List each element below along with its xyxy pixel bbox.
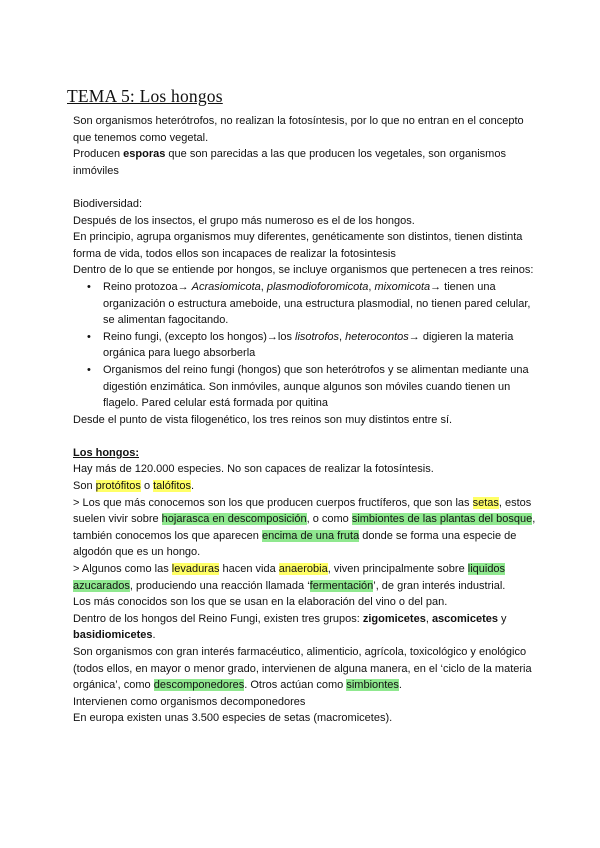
hongos-heading: Los hongos: — [73, 446, 139, 459]
bullet-icon: • — [87, 330, 91, 343]
highlight-simbiontes-plantas: simbiontes de las plantas del bosque — [351, 513, 533, 526]
highlight-simbiontes: simbiontes — [346, 679, 399, 692]
hongos-paragraph-6: Dentro de los hongos del Reino Fungi, existen tres grupos: zigomicetes, ascomicetes y basidiomicetes. — [73, 612, 507, 642]
bullet-icon: • — [87, 363, 91, 376]
hongos-paragraph-3: > Los que más conocemos son los que producen cuerpos fructíferos, que son las setas, estos suelen vivir sobre hojarasca en descomposición, o como simbiontes de las plantas del bosque, también conocemos los que aparecen encima de una fruta donde se forma una especie de algodón que es un hongo. — [73, 496, 536, 559]
intro-paragraph-1: Son organismos heterótrofos, no realizan la fotosíntesis, por lo que no entran en el concepto que tenemos como vegetal. — [73, 115, 524, 144]
biodiversity-paragraph-2: En principio, agrupa organismos muy diferentes, genéticamente son distintos, tienen distinta forma de vida, todos ellos son incapaces de realizar la fotosintesis — [73, 231, 523, 260]
highlight-protofitos: protófitos — [95, 480, 141, 493]
highlight-descomponedores: descomponedores — [153, 679, 245, 692]
document-body — [73, 113, 543, 727]
biodiversity-paragraph-1: Después de los insectos, el grupo más numeroso es el de los hongos. — [73, 214, 415, 227]
biodiversity-paragraph-4: Desde el punto de vista filogenético, los tres reinos son muy distintos entre sí. — [73, 413, 453, 426]
highlight-hojarasca: hojarasca en descomposición — [161, 513, 307, 526]
highlight-fermentacion: fermentación — [309, 579, 374, 592]
page-title: TEMA 5: Los hongos — [67, 86, 223, 106]
highlight-talofitos: talófitos — [153, 480, 192, 493]
highlight-liquidos-azucarados: liquidos azucarados — [73, 563, 506, 592]
list-item: • Reino protozoa→ Acrasiomicota, plasmodioforomicota, mixomicota→ tienen una organización o estructura ameboide, una estructura plasmodial, no tienen pared celular, se alimentan fagocitando. — [87, 280, 531, 327]
biodiversity-paragraph-3: Dentro de lo que se entiende por hongos, se incluye organismos que pertenecen a tres reinos: — [73, 264, 534, 277]
intro-paragraph-2: Producen esporas que son parecidas a las que producen los vegetales, son organismos inmóviles — [73, 148, 506, 177]
bullet-icon: • — [87, 280, 91, 293]
hongos-paragraph-7: Son organismos con gran interés farmacéutico, alimenticio, agrícola, toxicológico y enológico (todos ellos, en mayor o menor grado, intervienen de alguna manera, en el ‘ciclo de la materia orgánica’, como descomponedores. Otros actúan como simbiontes. — [73, 646, 532, 692]
highlight-levaduras: levaduras — [171, 563, 220, 576]
hongos-paragraph-5: Los más conocidos son los que se usan en la elaboración del vino o del pan. — [73, 596, 448, 609]
biodiversity-heading: Biodiversidad: — [73, 197, 143, 210]
keyword-esporas: esporas — [123, 148, 166, 161]
kingdoms-list — [73, 279, 543, 412]
highlight-anaerobia: anaerobia — [278, 563, 328, 576]
list-item: • Reino fungi, (excepto los hongos)→los lisotrofos, heterocontos→ digieren la materia orgánica para luego absorberla — [87, 330, 514, 360]
highlight-encima-fruta: encima de una fruta — [261, 529, 360, 542]
highlight-setas: setas — [472, 496, 499, 509]
hongos-paragraph-8: Intervienen como organismos decomponedores — [73, 695, 306, 708]
hongos-paragraph-4: > Algunos como las levaduras hacen vida anaerobia, viven principalmente sobre liquidos azucarados, produciendo una reacción llamada ‘fermentación’, de gran interés industrial. — [73, 563, 506, 592]
hongos-paragraph-1: Hay más de 120.000 especies. No son capaces de realizar la fotosíntesis. — [73, 463, 434, 476]
hongos-paragraph-9: En europa existen unas 3.500 especies de setas (macromicetes). — [73, 712, 393, 725]
list-item: • Organismos del reino fungi (hongos) que son heterótrofos y se alimentan mediante una digestión enzimática. Son inmóviles, aunque algunos son móviles cuando tienen un flagelo. Pared celular está formada por quitina — [87, 363, 529, 410]
hongos-paragraph-2: Son protófitos o talófitos. — [73, 480, 195, 493]
